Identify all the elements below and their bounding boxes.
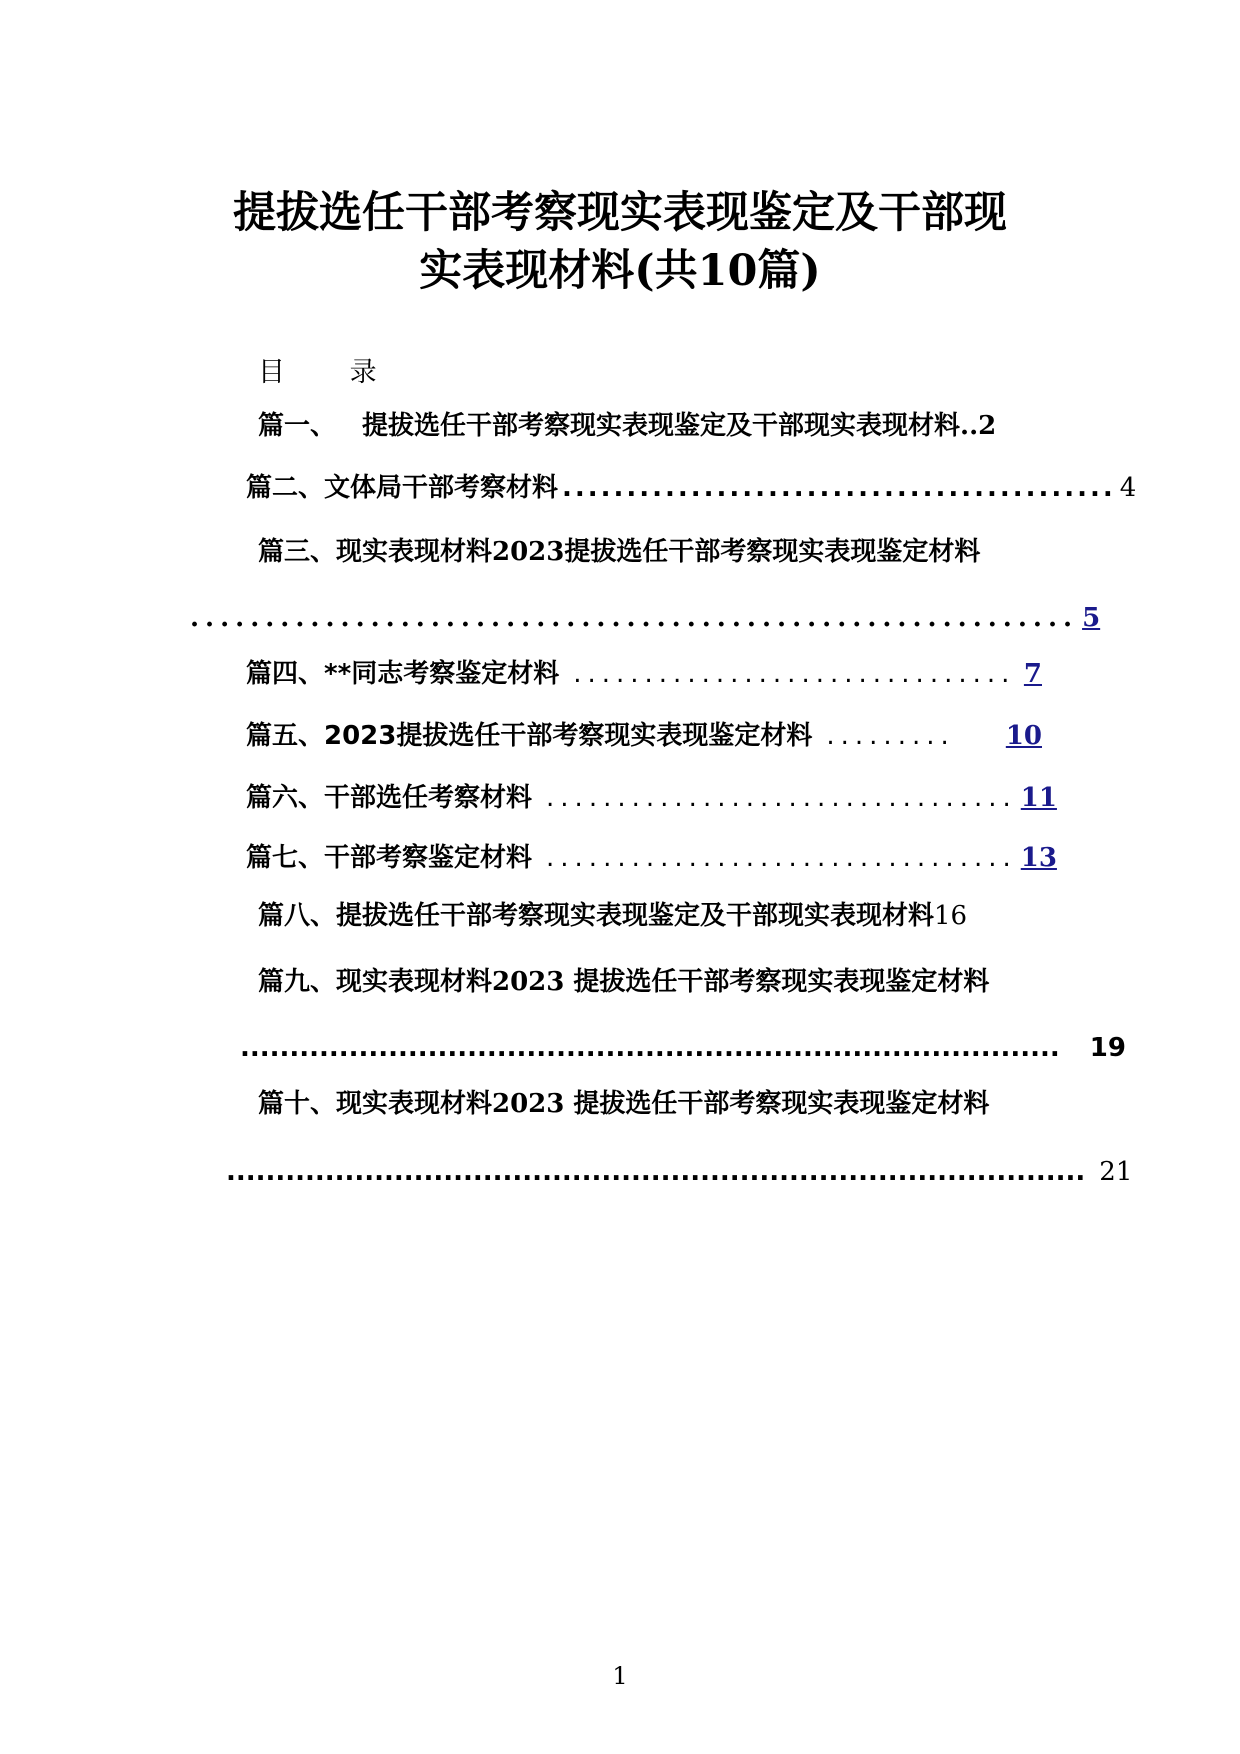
toc-item-leader: ........................................... xyxy=(562,473,1116,503)
toc-item-leader: ................................. xyxy=(546,783,1017,813)
toc-item-leader: ......... xyxy=(826,721,955,751)
toc-item-page: 21 xyxy=(1099,1157,1133,1187)
toc-item-page: 4 xyxy=(1119,473,1137,503)
toc-item-3-leader-row[interactable] xyxy=(190,600,1101,636)
document-title-line-2: 实表现材料(共10篇) xyxy=(419,246,821,296)
toc-item-label: 篇九、现实表现材料2023 提拔选任干部考察现实表现鉴定材料 xyxy=(258,967,990,997)
toc-item-leader: ................................................................................... xyxy=(240,1033,1060,1063)
toc-item-1[interactable] xyxy=(258,408,1048,444)
toc-item-leader: ................................. xyxy=(546,843,1017,873)
toc-item-label: 篇四、**同志考察鉴定材料 xyxy=(246,659,560,689)
toc-item-leader: ........................................................... xyxy=(190,603,1079,633)
toc-item-8[interactable] xyxy=(258,898,1048,934)
toc-item-7[interactable] xyxy=(246,840,1057,876)
toc-heading: 目 录 xyxy=(258,357,405,388)
toc-item-4[interactable] xyxy=(246,656,1042,692)
toc-item-10-leader-row[interactable] xyxy=(226,1154,1133,1190)
toc-item-label: 干部选任考察材料 xyxy=(324,783,533,813)
toc-item-9-label-row[interactable] xyxy=(258,964,1048,1000)
toc-item-label: 篇八、提拔选任干部考察现实表现鉴定及干部现实表现材料 xyxy=(258,901,935,931)
toc-item-page: 19 xyxy=(1089,1033,1126,1063)
toc-item-page-link[interactable]: 7 xyxy=(1023,659,1042,689)
toc-item-10-label-row[interactable] xyxy=(258,1086,1048,1122)
toc-item-label: 篇七、干部考察鉴定材料 xyxy=(246,843,533,873)
toc-item-3-label-row[interactable] xyxy=(258,534,1048,570)
toc-item-label: 篇二、文体局干部考察材料 xyxy=(246,473,559,503)
toc-item-leader: ............................... xyxy=(573,659,1016,689)
toc-item-6[interactable] xyxy=(246,780,1057,816)
toc-item-page-link[interactable]: 13 xyxy=(1020,843,1057,873)
toc-item-2[interactable] xyxy=(246,470,1137,506)
toc-item-page: 16 xyxy=(934,901,968,931)
toc-item-5[interactable] xyxy=(246,718,1042,754)
toc-item-leader: ....................................................................................... xyxy=(226,1157,1086,1187)
toc-item-label: 提拔选任干部考察现实表现鉴定及干部现实表现材料 xyxy=(362,411,961,441)
toc-item-leader: .. xyxy=(960,411,979,441)
toc-item-page-link[interactable]: 10 xyxy=(1005,721,1042,751)
toc-item-label: 篇十、现实表现材料2023 提拔选任干部考察现实表现鉴定材料 xyxy=(258,1089,990,1119)
toc-item-page: 2 xyxy=(978,411,997,441)
toc-item-label: 篇六、 xyxy=(246,783,325,813)
toc-item-label: 篇五、2023提拔选任干部考察现实表现鉴定材料 xyxy=(246,721,813,751)
page-number: 1 xyxy=(612,1662,628,1690)
document-title-line-1: 提拔选任干部考察现实表现鉴定及干部现 xyxy=(233,188,1007,238)
toc-item-page-link[interactable]: 5 xyxy=(1082,603,1101,633)
toc-item-label: 篇三、现实表现材料2023提拔选任干部考察现实表现鉴定材料 xyxy=(258,537,981,567)
toc-item-label: 篇一、 xyxy=(258,411,337,441)
toc-item-9-leader-row[interactable] xyxy=(240,1030,1126,1066)
toc-item-page-link[interactable]: 11 xyxy=(1020,783,1057,813)
